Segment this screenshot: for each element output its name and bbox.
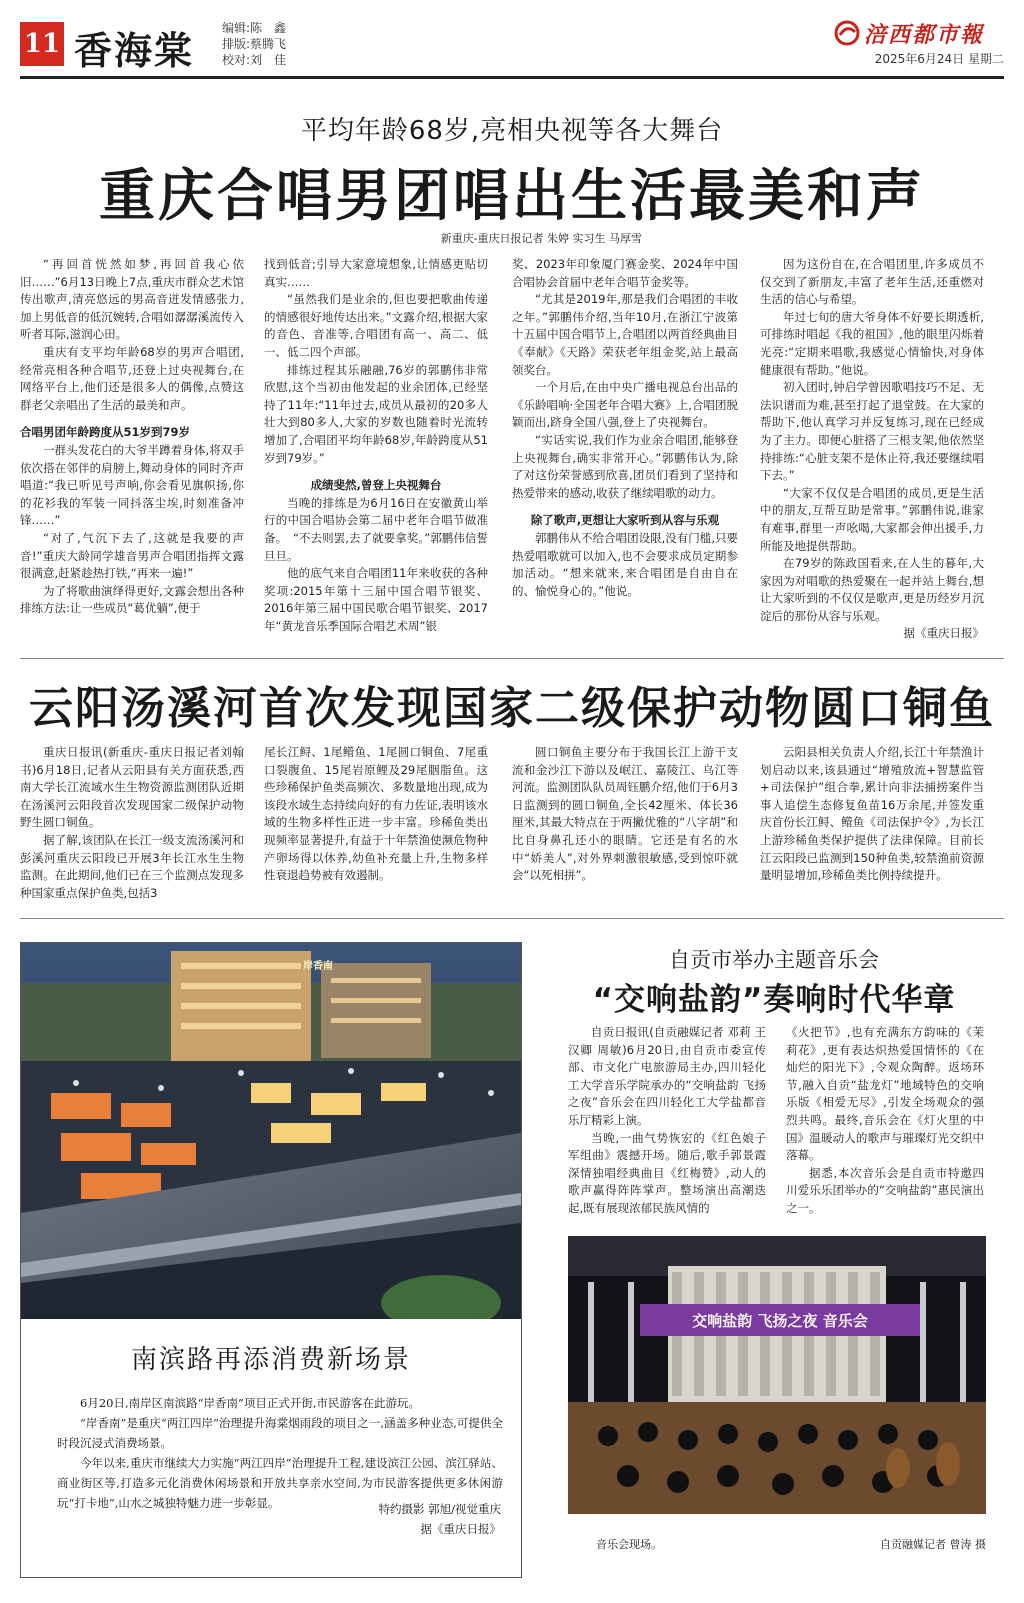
article2-headline: 云阳汤溪河首次发现国家二级保护动物圆口铜鱼 — [29, 683, 995, 734]
concert-photo-credit: 自贡融媒记者 曾涛 摄 — [880, 1538, 986, 1551]
editor-credits — [222, 20, 286, 68]
article3-headline: “交响盐韵”奏响时代华章 — [592, 982, 956, 1018]
concert-photo-caption: 音乐会现场。 — [596, 1538, 662, 1551]
article1-byline: 新重庆-重庆日报记者 朱婷 实习生 马厚雪 — [440, 232, 642, 245]
paragraph: “岸香南”是重庆“两江四岸”治理提升海棠烟雨段的项目之一,涵盖多种业态,可提供全时段沉浸式消费场景。 — [57, 1416, 503, 1450]
newspaper-logo — [834, 18, 1004, 48]
paragraph: 重庆有支平均年龄68岁的男声合唱团,经常亮相各种合唱节,还登上过央视舞台,在网络平台上,他们还是很多人的偶像,点赞这群老父亲唱出了生活的最美和声。 — [20, 344, 244, 412]
paragraph: 一个月后,在由中央广播电视总台出品的《乐龄唱响·全国老年合唱大赛》上,合唱团脱颖而出,跻身全国八强,登上了央视舞台。 — [512, 380, 738, 430]
paragraph: 在79岁的陈政国看来,在人生的暮年,大家因为对唱歌的热爱聚在一起并站上舞台,想让大家听到的不仅仅是歌声,更是历经岁月沉淀后的那份从容与乐观。 — [760, 556, 984, 623]
article1-column-2 — [264, 256, 488, 648]
paragraph: 奖、2023年印象厦门赛金奖、2024年中国合唱协会首届中老年合唱节金奖等。 — [512, 257, 738, 289]
photo-credit: 特约摄影 郭旭/视觉重庆 — [378, 1502, 501, 1516]
concert-banner-text: 交响盐韵 飞扬之夜 音乐会 — [692, 1312, 868, 1330]
paragraph: 初入团时,钟启学曾因歌唱技巧不足、无法识谱而为难,甚至打起了退堂鼓。在大家的帮助下,他认真学习并反复练习,现在已经成为了主力。即便心脏搭了三根支架,他依然坚持排练:“心脏支架不是休止符,我还要继续唱下去。” — [760, 380, 984, 483]
paragraph: “虽然我们是业余的,但也要把歌曲传递的情感很好地传达出来。”文露介绍,根据大家的音色、音准等,合唱团有高一、高二、低一、低二四个声部。 — [264, 292, 488, 359]
logo-text: 涪西都市報 — [864, 22, 985, 48]
night-street-illustration — [21, 943, 521, 1319]
article1-column-4 — [760, 256, 984, 648]
article3-column-1 — [568, 1024, 766, 1220]
photo-story-title: 南滨路再添消费新场景 — [130, 1345, 411, 1375]
photo-source: 据《重庆日报》 — [420, 1522, 501, 1536]
proof-line: 校对:刘 佳 — [222, 53, 287, 67]
publication-date: 2025年6月24日 星期二 — [874, 52, 1004, 66]
paragraph: 年过七旬的唐大爷身体不好要长期透析,可排练时唱起《我的祖国》,他的眼里闪烁着光亮:“定期来唱歌,我感觉心情愉快,对身体健康很有帮助。”他说。 — [760, 309, 984, 377]
photo-story-credits — [378, 1499, 501, 1539]
concert-photo — [568, 1236, 986, 1514]
article1-column-3 — [512, 256, 738, 648]
article3-kicker: 自贡市举办主题音乐会 — [669, 948, 879, 972]
building-sign: 岸香南 — [303, 961, 333, 972]
paragraph: 排练过程其乐融融,76岁的郭鹏伟非常欣慰,这个当初由他发起的业余团体,已经坚持了11年:“11年过去,成员从最初的20多人壮大到80多人,大家的岁数也随着时光流转增加了,合唱团平均年龄68岁,年龄跨度从51岁到79岁。” — [264, 362, 488, 465]
paragraph: 云阳县相关负责人介绍,长江十年禁渔计划启动以来,该县通过“增殖放流+智慧监管+司法保护”组合拳,累计向非法捕捞案件当事人追偿生态修复鱼苗16万余尾,并签发重庆首份长江鲟、鳤鱼《司法保护令》,为长江上游珍稀鱼类保护提供了法律保障。目前长江云阳段已监测到150种鱼类,较禁渔前资源量明显增加,珍稀鱼类比例持续提升。 — [760, 745, 984, 883]
section-divider — [20, 918, 1004, 919]
subheading: 除了歌声,更想让大家听到从容与乐观 — [530, 513, 720, 528]
paragraph: 自贡日报讯(自贡融媒记者 邓莉 王汉卿 周敏)6月20日,由自贡市委宣传部、市文化广电旅游局主办,四川轻化工大学音乐学院承办的“交响盐韵 飞扬之夜”音乐会在四川轻化工大学盐都音乐厅精彩上演。 — [568, 1025, 766, 1127]
nanbin-road-night-photo — [21, 943, 521, 1319]
masthead — [20, 18, 1004, 73]
paragraph: “尤其是2019年,那是我们合唱团的丰收之年。”郭鹏伟介绍,当年10月,在浙江宁波第十五届中国合唱节上,合唱团以两首经典曲目《奉献》《天路》荣获老年组金奖,站上最高领奖台。 — [512, 292, 738, 377]
paragraph: 圆口铜鱼主要分布于我国长江上游干支流和金沙江下游以及岷江、嘉陵江、乌江等河流。监测团队队员周钰鹏介绍,他们于6月3日监测到的圆口铜鱼,全长42厘米、体长36厘米,其最大特点在于两撇优雅的“八字胡”和比自身鼻孔还小的眼睛。它还是有名的水中“娇美人”,对外界刺激很敏感,受到惊吓就会“以死相拼”。 — [512, 745, 738, 883]
concert-hall-illustration — [568, 1236, 986, 1514]
paragraph: 他的底气来自合唱团11年来收获的各种奖项:2015年第十三届中国合唱节银奖、2016年第三届中国民歌合唱节银奖、2017年“黄龙音乐季国际合唱艺术周”银 — [264, 566, 488, 633]
photo-story-body — [57, 1393, 503, 1513]
paragraph: 重庆日报讯(新重庆-重庆日报记者刘翰书)6月18日,记者从云阳县有关方面获悉,西南大学长江流域水生生物资源监测团队近期在汤溪河云阳段首次发现国家二级保护动物野生圆口铜鱼。 — [20, 745, 244, 830]
paragraph: 6月20日,南岸区南滨路“岸香南”项目正式开街,市民游客在此游玩。 — [80, 1396, 421, 1410]
article1-source: 据《重庆日报》 — [903, 626, 984, 641]
article2-column-3 — [512, 744, 738, 904]
article1-column-1 — [20, 256, 244, 648]
paragraph: “再回首恍然如梦,再回首我心依旧……”6月13日晚上7点,重庆市群众艺术馆传出歌声,清亮悠远的男高音迸发情感张力,加上男低音的低沉婉转,合唱如潺潺溪流传入听者耳际,滋润心田。 — [20, 257, 244, 342]
article1-headline: 重庆合唱男团唱出生活最美和声 — [99, 164, 925, 229]
paragraph: 今年以来,重庆市继续大力实施“两江四岸”治理提升工程,建设滨江公园、滨江驿站、商业街区等,打造多元化消费休闲场景和开放共享亲水空间,为市民游客提供更多休闲游玩“打卡地”,山水之城独特魅力进一步彰显。 — [57, 1456, 503, 1510]
layout-line: 排版:蔡腾飞 — [222, 37, 287, 51]
paragraph: 因为这份自在,在合唱团里,许多成员不仅交到了新朋友,丰富了老年生活,还重燃对生活的信心与希望。 — [760, 257, 984, 307]
paragraph: 尾长江鲟、1尾鳤鱼、1尾圆口铜鱼、7尾重口裂腹鱼、15尾岩原鲤及29尾胭脂鱼。这些珍稀保护鱼类高频次、多数量地出现,成为该段水域生态持续向好的有力佐证,表明该水域的生物多样性正进一步丰富。珍稀鱼类出现频率显著提升,有益于十年禁渔使濒危物种产卵场得以休养,幼鱼补充量上升,生物多样性衰退趋势被有效遏制。 — [264, 745, 488, 883]
section-name: 香海棠 — [74, 28, 195, 73]
masthead-rule — [20, 76, 1004, 79]
photo-story-box — [20, 942, 522, 1578]
paragraph: 当晚的排练是为6月16日在安徽黄山举行的中国合唱协会第二届中老年合唱节做准备。 “不去则罢,去了就要拿奖。”郭鹏伟信誓旦旦。 — [264, 495, 488, 563]
editor-line: 编辑:陈 鑫 — [222, 21, 287, 35]
article2-column-4 — [760, 744, 984, 904]
subheading: 成绩斐然,曾登上央视舞台 — [310, 478, 442, 493]
page-number: 11 — [20, 22, 64, 66]
paragraph: 据了解,该团队在长江一级支流汤溪河和彭溪河重庆云阳段已开展3年长江水生生物监测。在此期间,他们已在三个监测点发现多种国家重点保护鱼类,包括3 — [20, 832, 244, 900]
paragraph: 一群头发花白的大爷半蹲着身体,将双手依次搭在邻伴的肩膀上,舞动身体的同时齐声唱道:“我已听见号声响,你会看见旗帜扬,你的花衫我的军装一同抖落尘埃,时刻准备冲锋……” — [20, 442, 244, 528]
article2-column-1 — [20, 744, 244, 904]
paragraph: 为了将歌曲演绎得更好,文露会想出各种排练方法:让一些成员“葛优躺”,便于 — [20, 583, 244, 616]
paragraph: “对了,气沉下去了,这就是我要的声音!”重庆大龄同学雄音男声合唱团指挥文露很满意,赶紧趁热打铁,“再来一遍!” — [20, 530, 244, 581]
logo-swirl-icon — [834, 20, 860, 46]
section-divider — [20, 658, 1004, 659]
subheading: 合唱男团年龄跨度从51岁到79岁 — [20, 425, 191, 440]
paragraph: 据悉,本次音乐会是自贡市特邀四川爱乐乐团举办的“交响盐韵”惠民演出之一。 — [786, 1165, 984, 1215]
paragraph: 当晚,一曲气势恢宏的《红色娘子军组曲》震撼开场。随后,歌手郭景霞深情独唱经典曲目《红梅赞》,动人的歌声赢得阵阵掌声。整场演出高潮迭起,既有展现浓郁民族风情的 — [568, 1130, 766, 1215]
paragraph: 找到低音;引导大家意境想象,让情感更贴切真实…… — [264, 257, 488, 289]
paragraph: “实话实说,我们作为业余合唱团,能够登上央视舞台,确实非常开心。”郭鹏伟认为,除了对这份荣誉感到欣喜,团员们看到了坚持和热爱带来的感动,收获了继续唱歌的动力。 — [512, 432, 738, 500]
article1-kicker: 平均年龄68岁,亮相央视等各大舞台 — [300, 116, 724, 146]
paragraph: 郭鹏伟从不给合唱团设限,没有门槛,只要热爱唱歌就可以加入,也不会要求成员定期参加活动。“想来就来,来合唱团是自由自在的、愉悦身心的。”他说。 — [512, 530, 738, 598]
paragraph: “大家不仅仅是合唱团的成员,更是生活中的朋友,互帮互助是常事。”郭鹏伟说,谁家有难事,群里一声吆喝,大家都会伸出援手,力所能及地提供帮助。 — [760, 485, 984, 553]
article2-column-2 — [264, 744, 488, 904]
article3-column-2 — [786, 1024, 984, 1220]
paragraph: 《火把节》,也有充满东方韵味的《茉莉花》,更有表达炽热爱国情怀的《在灿烂的阳光下》,令观众陶醉。返场环节,融入自贡“盐龙灯”地域特色的交响乐版《相爱无尽》,引发全场观众的强烈共鸣。最终,音乐会在《灯火里的中国》温暖动人的歌声与璀璨灯光交织中落幕。 — [786, 1025, 984, 1163]
